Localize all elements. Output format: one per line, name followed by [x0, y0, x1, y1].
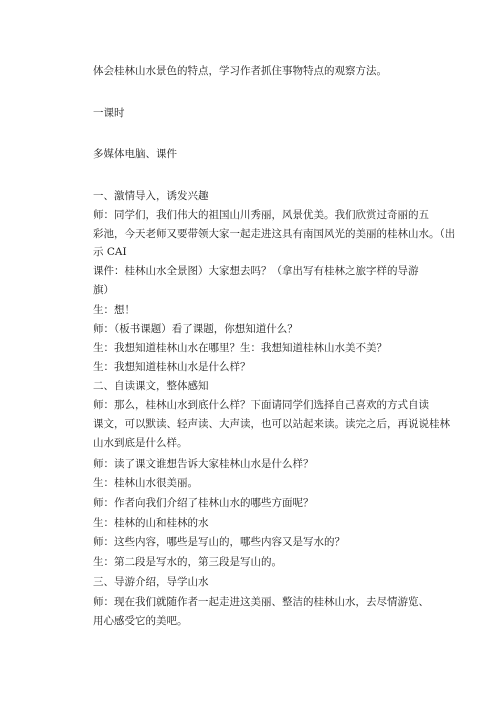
paragraph-line: 师：现在我们就随作者一起走进这美丽、整洁的桂林山水，去尽情游览、 — [93, 596, 429, 608]
paragraph-line: 示 CAI — [93, 246, 127, 258]
dialogue-line: 师：作者向我们介绍了桂林山水的哪些方面呢？ — [93, 497, 314, 509]
section-heading-2: 二、自读课文，整体感知 — [93, 380, 209, 392]
paragraph-line: 山水到底是什么样。 — [93, 437, 188, 449]
teaching-aids: 多媒体电脑、课件 — [93, 148, 177, 160]
dialogue-line: 生：我想知道桂林山水是什么样？ — [93, 361, 251, 373]
dialogue-line: 生：我想知道桂林山水在哪里？生：我想知道桂林山水美不美？ — [93, 342, 387, 354]
paragraph-line: 用心感受它的美吧。 — [93, 615, 188, 627]
paragraph-line: 课件：桂林山水全景图）大家想去吗？（拿出写有桂林之旅字样的导游 — [93, 265, 419, 277]
section-heading-3: 三、导游介绍，导学山水 — [93, 576, 209, 588]
dialogue-line: 生：想！ — [93, 304, 135, 316]
paragraph-line: 师：那么，桂林山水到底什么样？下面请同学们选择自己喜欢的方式自读 — [93, 399, 429, 411]
dialogue-line: 生：桂林的山和桂林的水 — [93, 517, 209, 529]
dialogue-line: 师：（板书课题）看了课题，你想知道什么？ — [93, 323, 298, 335]
paragraph-line: 旗） — [93, 284, 114, 296]
section-heading-1: 一、激情导入，诱发兴趣 — [93, 190, 209, 202]
dialogue-line: 师：这些内容，哪些是写山的，哪些内容又是写水的？ — [93, 536, 345, 548]
dialogue-line: 生：桂林山水很美丽。 — [93, 477, 198, 489]
lesson-time: 一课时 — [93, 107, 125, 119]
paragraph-line: 彩池，今天老师又要带领大家一起走进这具有南国风光的美丽的桂林山水。（出 — [93, 228, 456, 240]
paragraph-line: 师：同学们，我们伟大的祖国山川秀丽，风景优美。我们欣赏过奇丽的五 — [93, 209, 429, 221]
dialogue-line: 师：读了课文谁想告诉大家桂林山水是什么样？ — [93, 458, 314, 470]
paragraph-line: 课文，可以默读、轻声读、大声读，也可以站起来读。读完之后，再说说桂林 — [93, 418, 450, 430]
dialogue-line: 生：第二段是写水的，第三段是写山的。 — [93, 556, 282, 568]
objective-line: 体会桂林山水景色的特点，学习作者抓住事物特点的观察方法。 — [93, 65, 387, 77]
